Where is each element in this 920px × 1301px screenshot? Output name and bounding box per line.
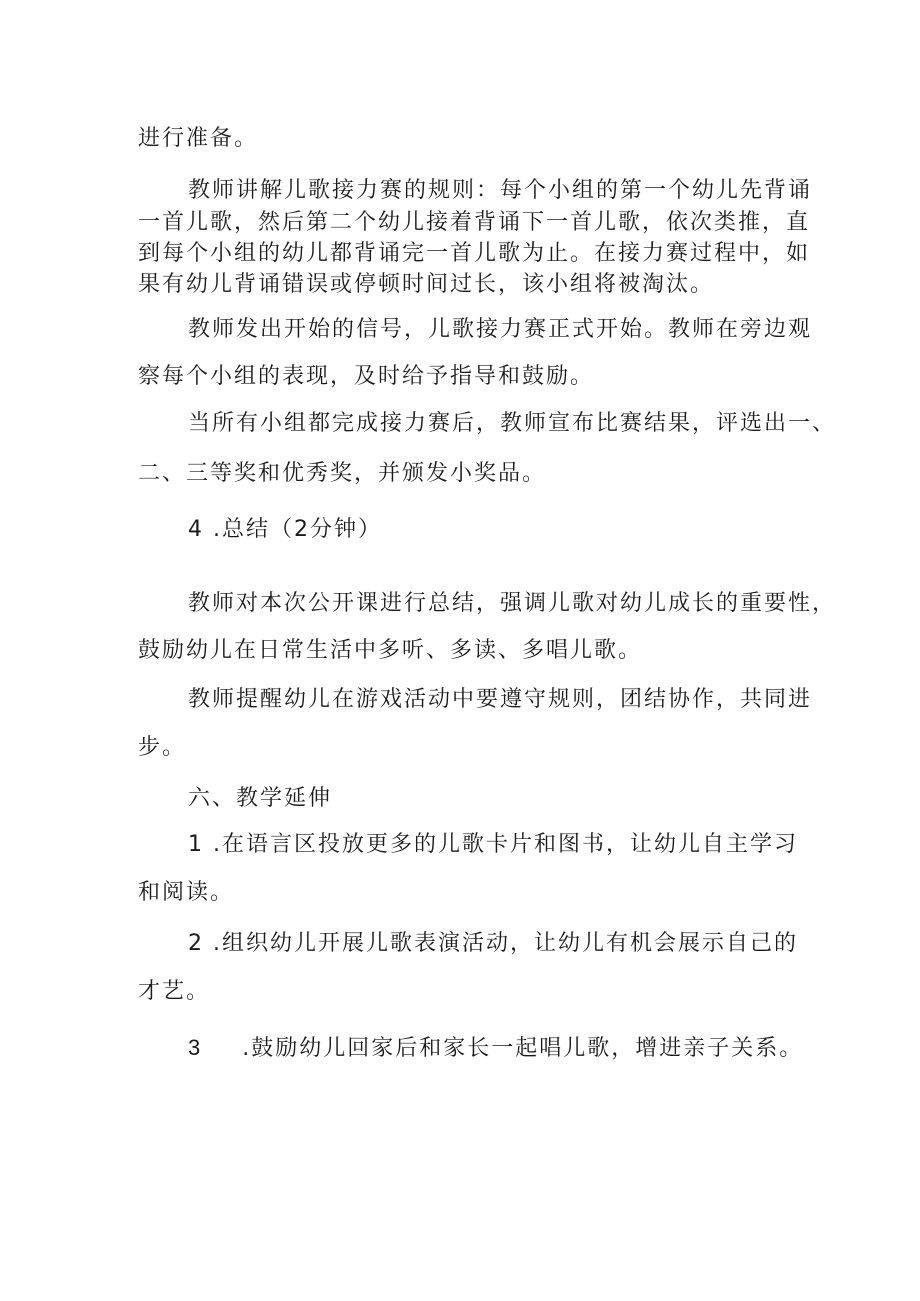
paragraph-line: 教师提醒幼儿在游戏活动中要遵守规则，团结协作，共同进 <box>188 687 813 712</box>
paragraph-line: 到每个小组的幼儿都背诵完一首儿歌为止。在接力赛过程中，如 <box>138 241 811 266</box>
list-item: 1 .在语言区投放更多的儿歌卡片和图书，让幼儿自主学习 <box>188 832 798 857</box>
list-item-number: 3 <box>188 1035 203 1060</box>
paragraph-line: 和阅读。 <box>138 880 235 905</box>
paragraph-line: 才艺。 <box>138 979 211 1004</box>
paragraph-line: 教师对本次公开课进行总结，强调儿歌对幼儿成长的重要性， <box>188 591 837 616</box>
paragraph-line: 教师讲解儿歌接力赛的规则：每个小组的第一个幼儿先背诵 <box>188 178 813 203</box>
paragraph-line: 察每个小组的表现，及时给予指导和鼓励。 <box>138 364 595 389</box>
paragraph-line: 果有幼儿背诵错误或停顿时间过长，该小组将被淘汰。 <box>138 272 715 297</box>
section-heading: 4 .总结（2分钟） <box>188 517 382 542</box>
paragraph-line: 步。 <box>138 735 187 760</box>
paragraph-line: 当所有小组都完成接力赛后，教师宣布比赛结果，评选出一、 <box>188 411 837 436</box>
list-item: 2 .组织幼儿开展儿歌表演活动，让幼儿有机会展示自己的 <box>188 931 798 956</box>
paragraph-line: 二、三等奖和优秀奖，并颁发小奖品。 <box>138 461 547 486</box>
paragraph-line: 教师发出开始的信号，儿歌接力赛正式开始。教师在旁边观 <box>188 317 813 342</box>
section-heading: 六、教学延伸 <box>188 786 333 811</box>
paragraph-line: 鼓励幼儿在日常生活中多听、多读、多唱儿歌。 <box>138 638 643 663</box>
list-item <box>188 1033 803 1064</box>
paragraph-line: 进行准备。 <box>138 126 259 151</box>
list-item-text: .鼓励幼儿回家后和家长一起唱儿歌，增进亲子关系。 <box>242 1036 804 1061</box>
paragraph-line: 一首儿歌，然后第二个幼儿接着背诵下一首儿歌，依次类推，直 <box>138 210 811 235</box>
